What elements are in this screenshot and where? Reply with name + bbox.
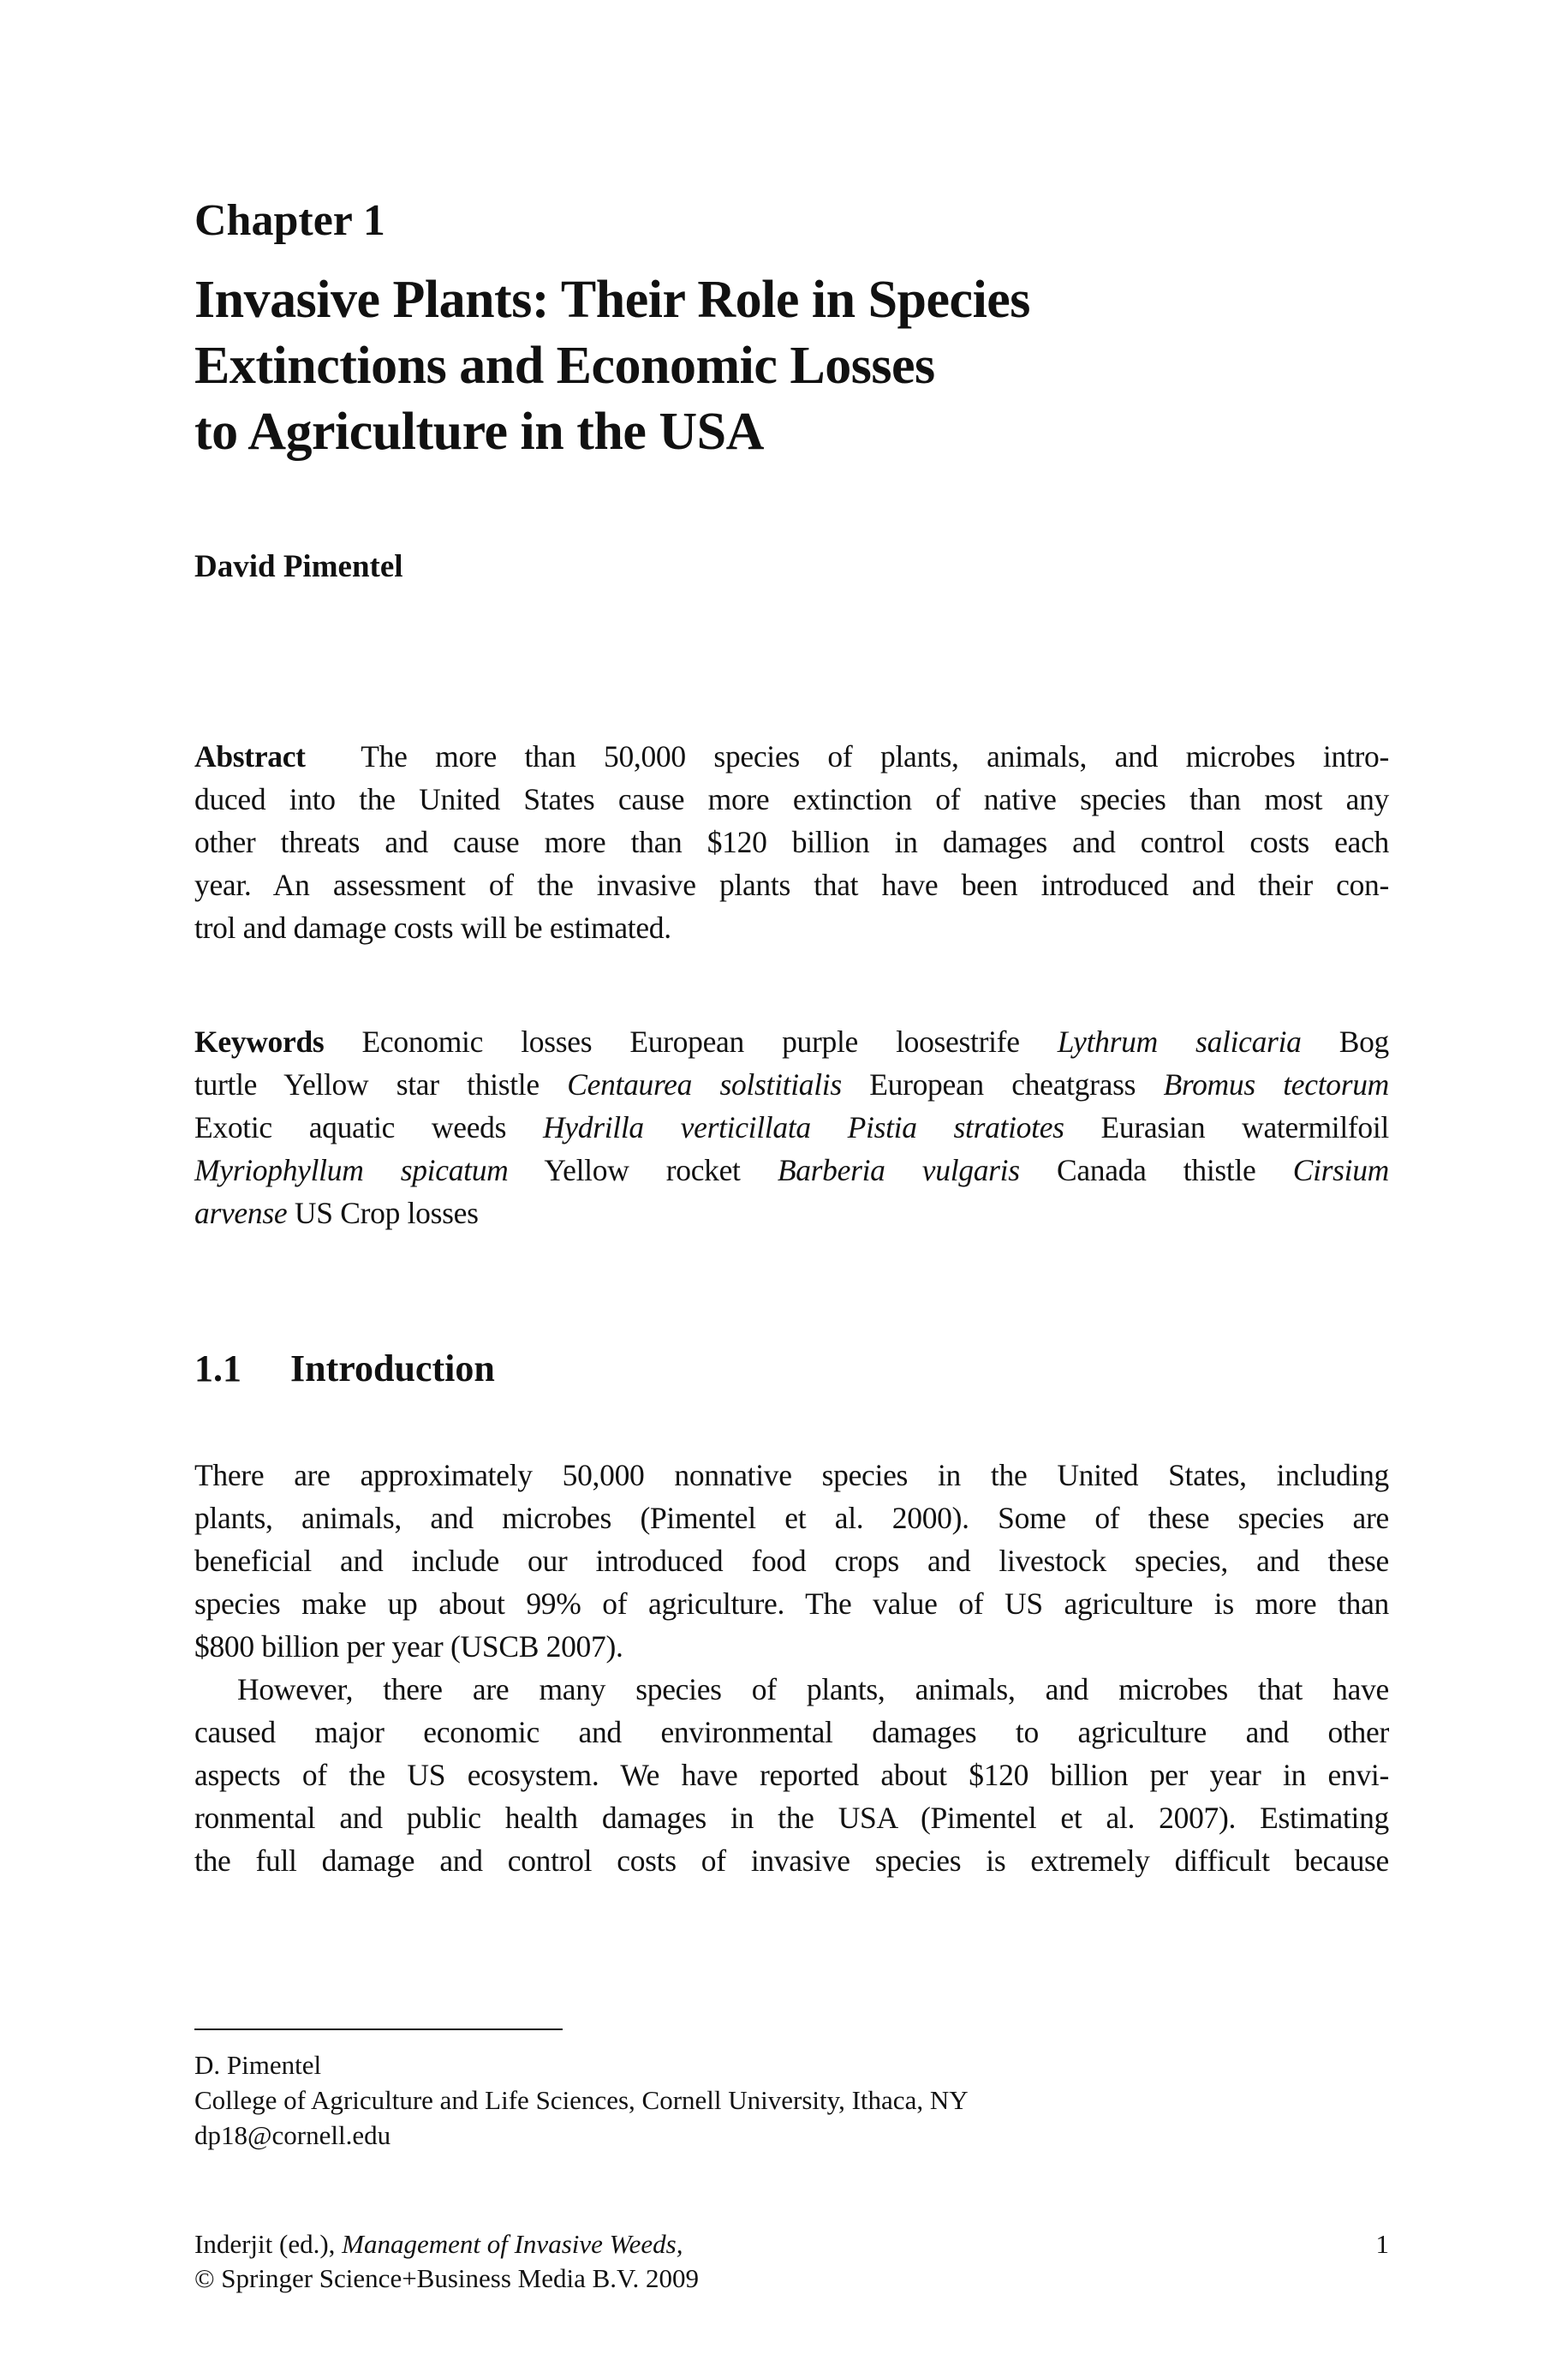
kw: arvense	[194, 1196, 288, 1230]
keywords-line	[194, 1106, 1389, 1149]
abstract-line: duced into the United States cause more extinction of native species than most any	[194, 782, 1389, 816]
abstract-line: trol and damage costs will be estimated.	[194, 911, 671, 945]
kw: US Crop losses	[294, 1196, 479, 1230]
chapter-label: Chapter 1	[194, 196, 385, 245]
title-line: Invasive Plants: Their Role in Species	[194, 271, 1030, 329]
footnote	[194, 2047, 1389, 2153]
section-title: Introduction	[290, 1347, 495, 1389]
abstract	[194, 735, 1389, 949]
abstract-label: Abstract	[194, 739, 306, 774]
chapter-title	[194, 267, 1389, 465]
body-line: ronmental and public health damages in the USA (Pimentel et al. 2007). Estimating	[194, 1801, 1389, 1835]
body-line: species make up about 99% of agriculture. The value of US agriculture is more than	[194, 1586, 1389, 1621]
page-number: 1	[1375, 2229, 1389, 2259]
kw: Centaurea solstitialis	[567, 1067, 842, 1102]
kw: Bromus tectorum	[1163, 1067, 1390, 1102]
kw: Cirsium	[1292, 1153, 1390, 1187]
abstract-line: other threats and cause more than $120 billion in damages and control costs each	[194, 825, 1389, 859]
body-line: plants, animals, and microbes (Pimentel et al. 2000). Some of these species are	[194, 1501, 1389, 1535]
abstract-line	[194, 735, 1389, 778]
keywords-line	[194, 1063, 1389, 1106]
body-line: beneficial and include our introduced food crops and livestock species, and these	[194, 1544, 1389, 1578]
body-line: There are approximately 50,000 nonnative species in the United States, including	[194, 1458, 1389, 1492]
body-line: the full damage and control costs of invasive species is extremely difficult because	[194, 1843, 1389, 1878]
kw: Lythrum salicaria	[1057, 1025, 1302, 1059]
kw: turtle Yellow star thistle	[194, 1067, 540, 1102]
keywords	[194, 1020, 1389, 1234]
body-line: aspects of the US ecosystem. We have reported about $120 billion per year in envi-	[194, 1758, 1389, 1792]
keywords-line	[194, 1020, 1389, 1063]
section-heading	[194, 1347, 1389, 1390]
section-number: 1.1	[194, 1347, 241, 1389]
kw: Barberia vulgaris	[777, 1153, 1020, 1187]
page-footer	[194, 2227, 1389, 2296]
title-line: to Agriculture in the USA	[194, 403, 764, 461]
kw: Hydrilla verticillata Pistia stratiotes	[542, 1110, 1064, 1144]
author: David Pimentel	[194, 549, 403, 584]
footer-copyright: © Springer Science+Business Media B.V. 2009	[194, 2263, 699, 2293]
title-line: Extinctions and Economic Losses	[194, 337, 935, 395]
kw: Myriophyllum spicatum	[194, 1153, 509, 1187]
footnote-email[interactable]: dp18@cornell.edu	[194, 2120, 391, 2150]
body-line: caused major economic and environmental damages to agriculture and other	[194, 1715, 1389, 1749]
kw: Bog	[1338, 1025, 1389, 1059]
footnote-rule	[194, 2028, 563, 2030]
footer-book: Management of Invasive Weeds,	[342, 2229, 683, 2259]
kw: Eurasian watermilfoil	[1100, 1110, 1389, 1144]
intro-body	[194, 1454, 1389, 1882]
body-line: However, there are many species of plants, animals, and microbes that have	[237, 1672, 1389, 1706]
kw: Canada thistle	[1056, 1153, 1256, 1187]
footnote-affiliation: College of Agriculture and Life Sciences, Cornell University, Ithaca, NY	[194, 2085, 969, 2115]
kw: Exotic aquatic weeds	[194, 1110, 507, 1144]
kw: European cheatgrass	[869, 1067, 1136, 1102]
abstract-text: The more than 50,000 species of plants, animals, and microbes intro-	[361, 739, 1390, 774]
keywords-label: Keywords	[194, 1025, 325, 1059]
footnote-name: D. Pimentel	[194, 2050, 322, 2080]
keywords-line	[194, 1149, 1389, 1192]
footer-editor: Inderjit (ed.),	[194, 2229, 336, 2259]
body-line: $800 billion per year (USCB 2007).	[194, 1629, 623, 1664]
abstract-line: year. An assessment of the invasive plants that have been introduced and their con-	[194, 868, 1389, 902]
keywords-line	[194, 1192, 1389, 1234]
kw: Economic losses European purple loosestrife	[361, 1025, 1020, 1059]
kw: Yellow rocket	[544, 1153, 741, 1187]
